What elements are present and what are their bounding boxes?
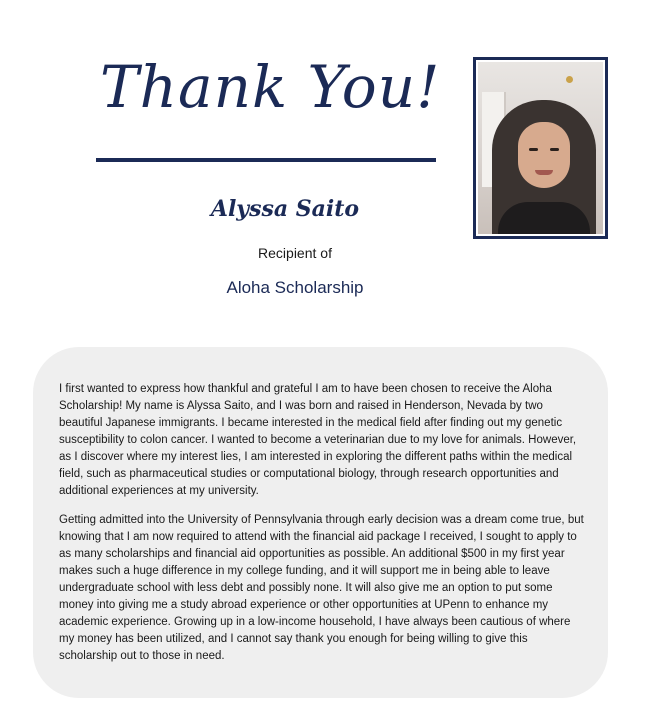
photo-shirt [498, 202, 590, 234]
recipient-name: Alyssa Saito [210, 196, 360, 222]
photo-eye-left [529, 148, 538, 151]
photo-lamp [566, 76, 573, 83]
photo-face [518, 122, 570, 188]
title-underline [96, 158, 436, 162]
scholarship-name: Aloha Scholarship [226, 278, 364, 297]
photo-eye-right [550, 148, 559, 151]
recipient-label: Recipient of [258, 245, 332, 261]
thank-you-title: Thank You! [100, 53, 441, 121]
photo-mouth [535, 170, 553, 175]
letter-paragraph: Getting admitted into the University of Pennsylvania through early decision was a dream come true, but knowing that I am now required to attend with the financial aid package I received, I sought to apply to as many scholarships and financial aid opportunities as possible. An additional $500 in my first year makes such a huge difference in my college funding, and it will support me in being able to leave undergraduate school with less debt and possibly none. It will also give me an option to put some money into giving me a study abroad experience or other opportunities at UPenn to enhance my academic experience. Growing up in a low-income household, I have always been cautious of where my money has been utilized, and I cannot say thank you enough for being willing to give this scholarship out to those in need. [59, 514, 584, 662]
letter-box [33, 347, 608, 698]
recipient-photo [478, 62, 603, 234]
letter-paragraph: I first wanted to express how thankful and grateful I am to have been chosen to receive the Aloha Scholarship! My name is Alyssa Saito, and I was born and raised in Henderson, Nevada by two beautiful Japanese immigrants. I became interested in the medical field after finding out my genetic susceptibility to colon cancer. I wanted to become a veterinarian due to my love for animals. However, as I discover where my interest lies, I am interested in exploring the different paths within the medical field, such as pharmaceutical studies or computational biology, through research opportunities and additional experiences at my university. [59, 383, 577, 497]
recipient-photo-frame [473, 57, 608, 239]
